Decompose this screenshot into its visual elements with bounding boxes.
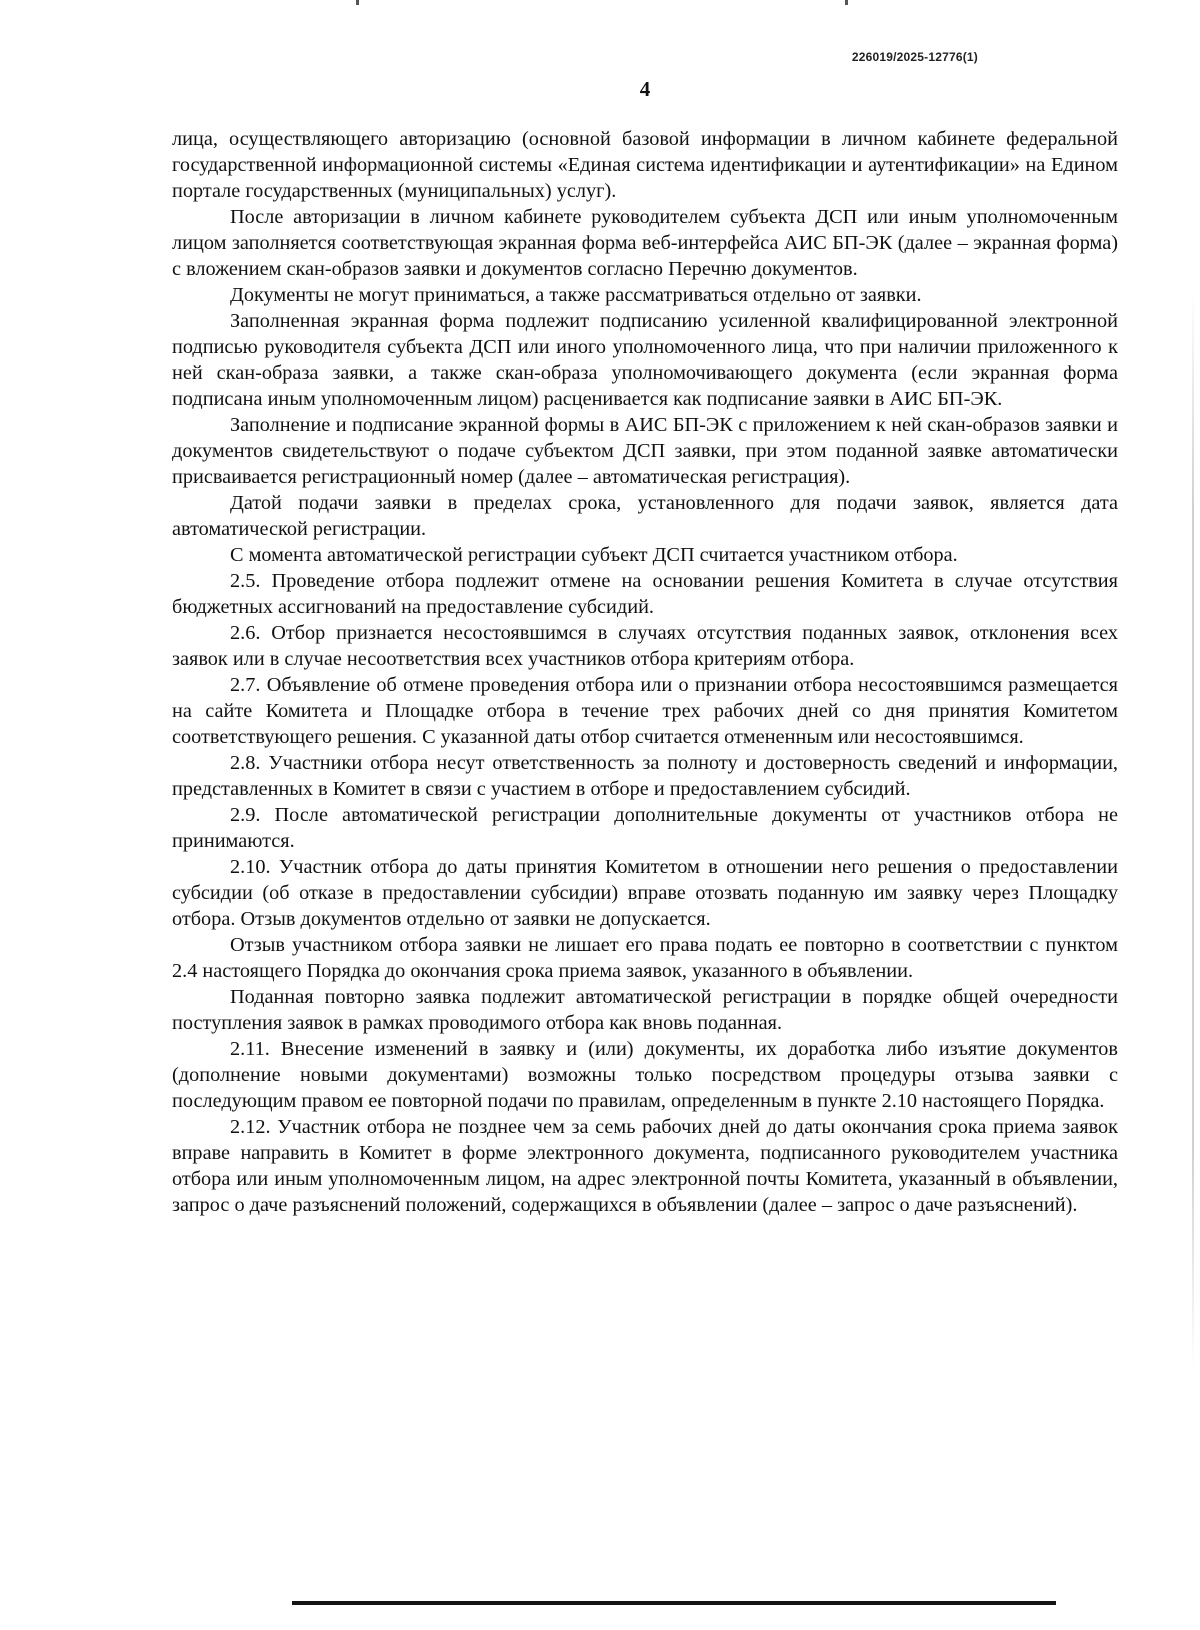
document-body: [172, 126, 1118, 1218]
clause-2-9: 2.9. После автоматической регистрации дополнительные документы от участников отбора не принимаются.: [172, 804, 1118, 852]
page-number: 4: [639, 77, 651, 101]
clause-2-10: 2.10. Участник отбора до даты принятия Комитетом в отношении него решения о предоставлении субсидии (об отказе в предоставлении субсидии) вправе отозвать поданную им заявку через Площадку отбора. Отзыв документов отдельно от заявки не допускается.: [172, 856, 1118, 930]
clause-2-12: 2.12. Участник отбора не позднее чем за семь рабочих дней до даты окончания срока приема заявок вправе направить в Комитет в форме электронного документа, подписанного руководителем участника отбора или иным уполномоченным лицом, на адрес электронной почты Комитета, указанный в объявлении, запрос о даче разъяснений положений, содержащихся в объявлении (далее – запрос о даче разъяснений).: [172, 1116, 1118, 1216]
bottom-scan-rule: [292, 1601, 1056, 1605]
scan-edge-shadow: [1192, 290, 1194, 1370]
scan-artifact: [845, 0, 848, 5]
paragraph-withdrawal: Отзыв участником отбора заявки не лишает его права подать ее повторно в соответствии с пунктом 2.4 настоящего Порядка до окончания срока приема заявок, указанного в объявлении.: [172, 934, 1118, 982]
clause-2-11: 2.11. Внесение изменений в заявку и (или) документы, их доработка либо изъятие документов (дополнение новыми документами) возможны только посредством процедуры отзыва заявки с последующим правом ее повторной подачи по правилам, определенным в пункте 2.10 настоящего Порядка.: [172, 1038, 1118, 1112]
paragraph-documents-not-separate: Документы не могут приниматься, а также рассматриваться отдельно от заявки.: [230, 284, 922, 306]
paragraph-participant-status: С момента автоматической регистрации субъект ДСП считается участником отбора.: [230, 544, 958, 566]
clause-2-8: 2.8. Участники отбора несут ответственность за полноту и достоверность сведений и информации, представленных в Комитет в связи с участием в отборе и предоставлением субсидий.: [172, 752, 1118, 800]
paragraph-authorization: После авторизации в личном кабинете руководителем субъекта ДСП или иным уполномоченным лицом заполняется соответствующая экранная форма веб-интерфейса АИС БП-ЭК (далее – экранная форма) с вложением скан-образов заявки и документов согласно Перечню документов.: [172, 206, 1118, 280]
document-registration-number: 226019/2025-12776(1): [851, 50, 978, 64]
clause-2-5: 2.5. Проведение отбора подлежит отмене на основании решения Комитета в случае отсутствия бюджетных ассигнований на предоставление субсидий.: [172, 570, 1118, 618]
clause-2-7: 2.7. Объявление об отмене проведения отбора или о признании отбора несостоявшимся размещается на сайте Комитета и Площадке отбора в течение трех рабочих дней со дня принятия Комитетом соответствующего решения. С указанной даты отбор считается отмененным или несостоявшимся.: [172, 674, 1118, 748]
paragraph-submission-date: Датой подачи заявки в пределах срока, установленного для подачи заявок, является дата автоматической регистрации.: [172, 492, 1118, 540]
paragraph-submission: Заполнение и подписание экранной формы в АИС БП-ЭК с приложением к ней скан-образов заявки и документов свидетельствуют о подаче субъектом ДСП заявки, при этом поданной заявке автоматически присваивается регистрационный номер (далее – автоматическая регистрация).: [172, 414, 1118, 488]
scan-artifact: [356, 0, 359, 5]
clause-2-6: 2.6. Отбор признается несостоявшимся в случаях отсутствия поданных заявок, отклонения всех заявок или в случае несоответствия всех участников отбора критериям отбора.: [172, 622, 1118, 670]
paragraph-continuation: лица, осуществляющего авторизацию (основной базовой информации в личном кабинете федеральной государственной информационной системы «Единая система идентификации и аутентификации» на Едином портале государственных (муниципальных) услуг).: [172, 128, 1118, 202]
paragraph-signing: Заполненная экранная форма подлежит подписанию усиленной квалифицированной электронной подписью руководителя субъекта ДСП или иного уполномоченного лица, что при наличии приложенного к ней скан-образа заявки, а также скан-образа уполномочивающего документа (если экранная форма подписана иным уполномоченным лицом) расценивается как подписание заявки в АИС БП-ЭК.: [172, 310, 1118, 410]
paragraph-resubmission: Поданная повторно заявка подлежит автоматической регистрации в порядке общей очередности поступления заявок в рамках проводимого отбора как вновь поданная.: [172, 986, 1118, 1034]
